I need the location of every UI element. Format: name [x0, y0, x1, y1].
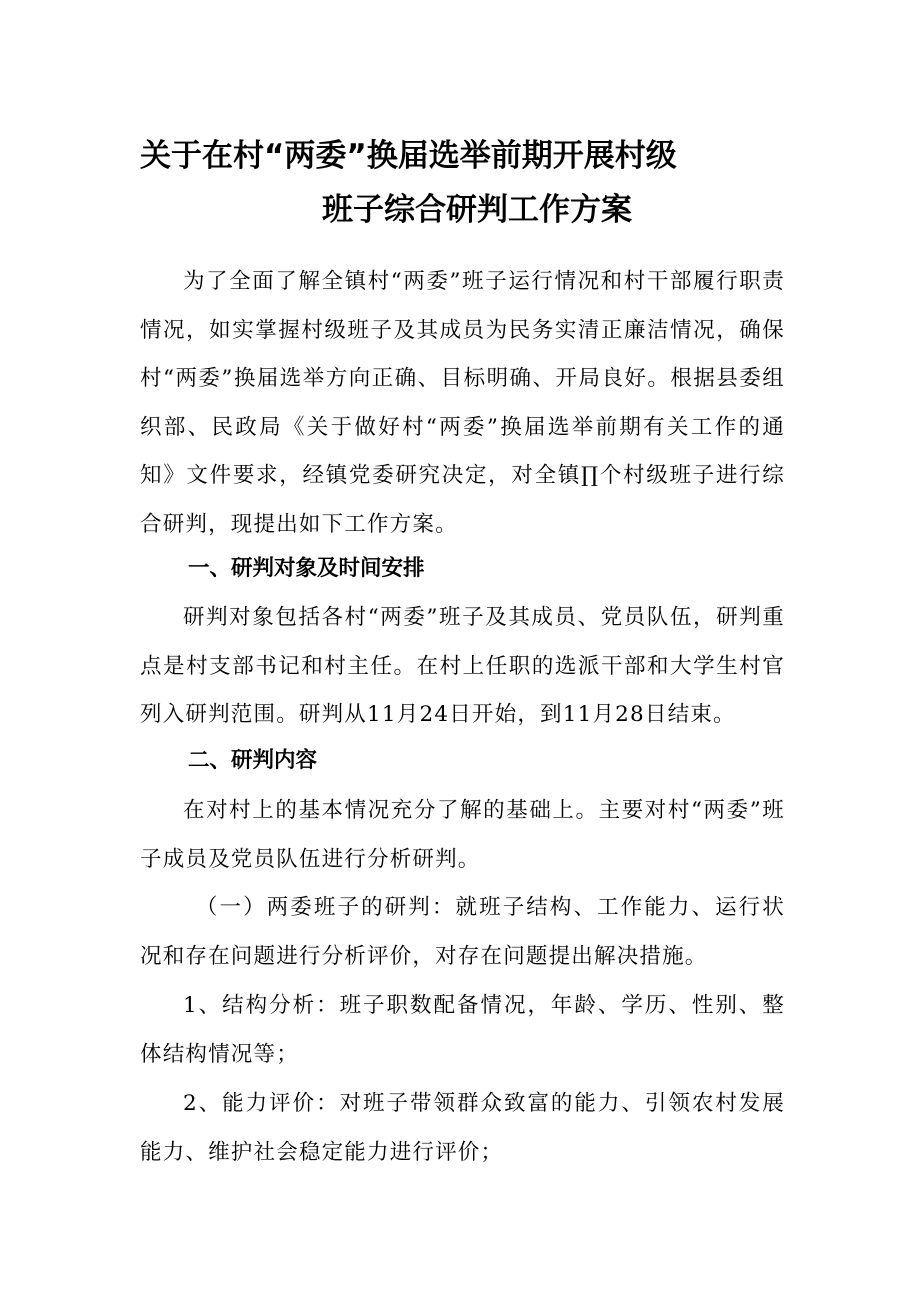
document-title-line-2: 班子综合研判工作方案 — [322, 192, 632, 228]
section-2-paragraph: 在对村上的基本情况充分了解的基础上。主要对村“两委”班子成员及党员队伍进行分析研判。 — [140, 798, 785, 872]
section-1-heading: 一、研判对象及时间安排 — [188, 556, 425, 581]
section-2-heading: 二、研判内容 — [188, 748, 318, 773]
intro-paragraph: 为了全面了解全镇村“两委”班子运行情况和村干部履行职责情况，如实掌握村级班子及其成员为民务实清正廉洁情况，确保村“两委”换届选举方向正确、目标明确、开局良好。根据县委组织部、民政局《关于做好村“两委”换届选举前期有关工作的通知》文件要求，经镇党委研究决定，对全镇∏个村级班子进行综合研判，现提出如下工作方案。 — [140, 269, 785, 537]
subsection-1-paragraph: （一）两委班子的研判：就班子结构、工作能力、运行状况和存在问题进行分析评价，对存在问题提出解决措施。 — [140, 895, 785, 969]
item-2-paragraph: 2、能力评价：对班子带领群众致富的能力、引领农村发展能力、维护社会稳定能力进行评价； — [140, 1091, 785, 1165]
document-title-line-1: 关于在村“两委”换届选举前期开展村级 — [140, 138, 677, 174]
item-1-paragraph: 1、结构分析：班子职数配备情况，年龄、学历、性别、整体结构情况等； — [140, 993, 785, 1067]
section-1-paragraph: 研判对象包括各村“两委”班子及其成员、党员队伍，研判重点是村支部书记和村主任。在村上任职的选派干部和大学生村官列入研判范围。研判从11月24日开始，到11月28日结束。 — [140, 605, 785, 728]
